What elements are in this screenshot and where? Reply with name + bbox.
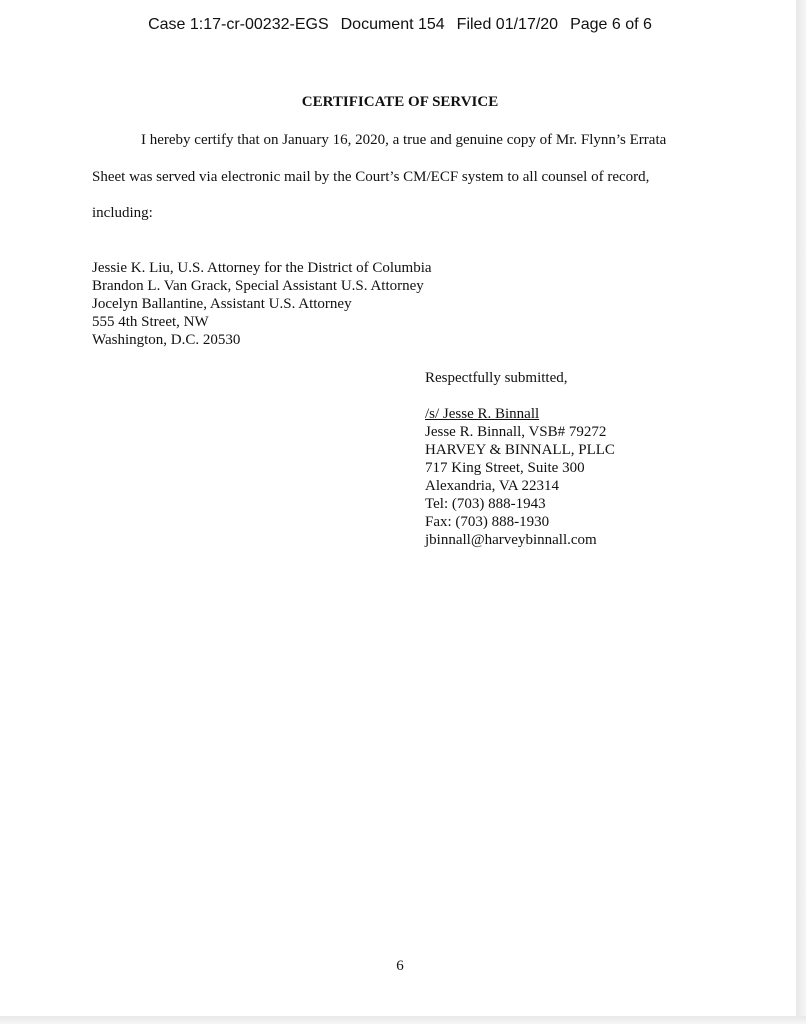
fax: Fax: (703) 888-1930 xyxy=(425,514,550,530)
viewer-background-right xyxy=(796,0,806,1024)
filed-date: Filed 01/17/20 xyxy=(456,16,559,33)
signature-block xyxy=(425,405,615,549)
body-line-3: including: xyxy=(92,205,153,221)
recipient-line: Jocelyn Ballantine, Assistant U.S. Attorney xyxy=(92,296,352,312)
electronic-signature: /s/ Jesse R. Binnall xyxy=(425,406,540,422)
telephone: Tel: (703) 888-1943 xyxy=(425,496,546,512)
recipient-line: Jessie K. Liu, U.S. Attorney for the District of Columbia xyxy=(92,260,432,276)
body-line-1: I hereby certify that on January 16, 2020, a true and genuine copy of Mr. Flynn’s Errata xyxy=(141,132,667,148)
recipient-line: Washington, D.C. 20530 xyxy=(92,332,241,348)
viewer-background-bottom xyxy=(0,1016,806,1024)
email-address: jbinnall@harveybinnall.com xyxy=(425,532,597,548)
closing-text: Respectfully submitted, xyxy=(425,370,568,386)
city-state-zip: Alexandria, VA 22314 xyxy=(425,478,560,494)
certificate-title: CERTIFICATE OF SERVICE xyxy=(301,94,499,110)
recipient-list xyxy=(92,259,432,349)
recipient-line: 555 4th Street, NW xyxy=(92,314,209,330)
page-count: Page 6 of 6 xyxy=(570,16,652,33)
law-firm: HARVEY & BINNALL, PLLC xyxy=(425,442,615,458)
body-line-2: Sheet was served via electronic mail by the Court’s CM/ECF system to all counsel of record, xyxy=(92,169,650,185)
page-number: 6 xyxy=(396,958,404,974)
filing-header xyxy=(0,16,796,34)
signer-name: Jesse R. Binnall, VSB# 79272 xyxy=(425,424,607,440)
street-address: 717 King Street, Suite 300 xyxy=(425,460,585,476)
document-number: Document 154 xyxy=(340,16,445,33)
recipient-line: Brandon L. Van Grack, Special Assistant U.S. Attorney xyxy=(92,278,424,294)
case-number: Case 1:17-cr-00232-EGS xyxy=(148,16,329,33)
